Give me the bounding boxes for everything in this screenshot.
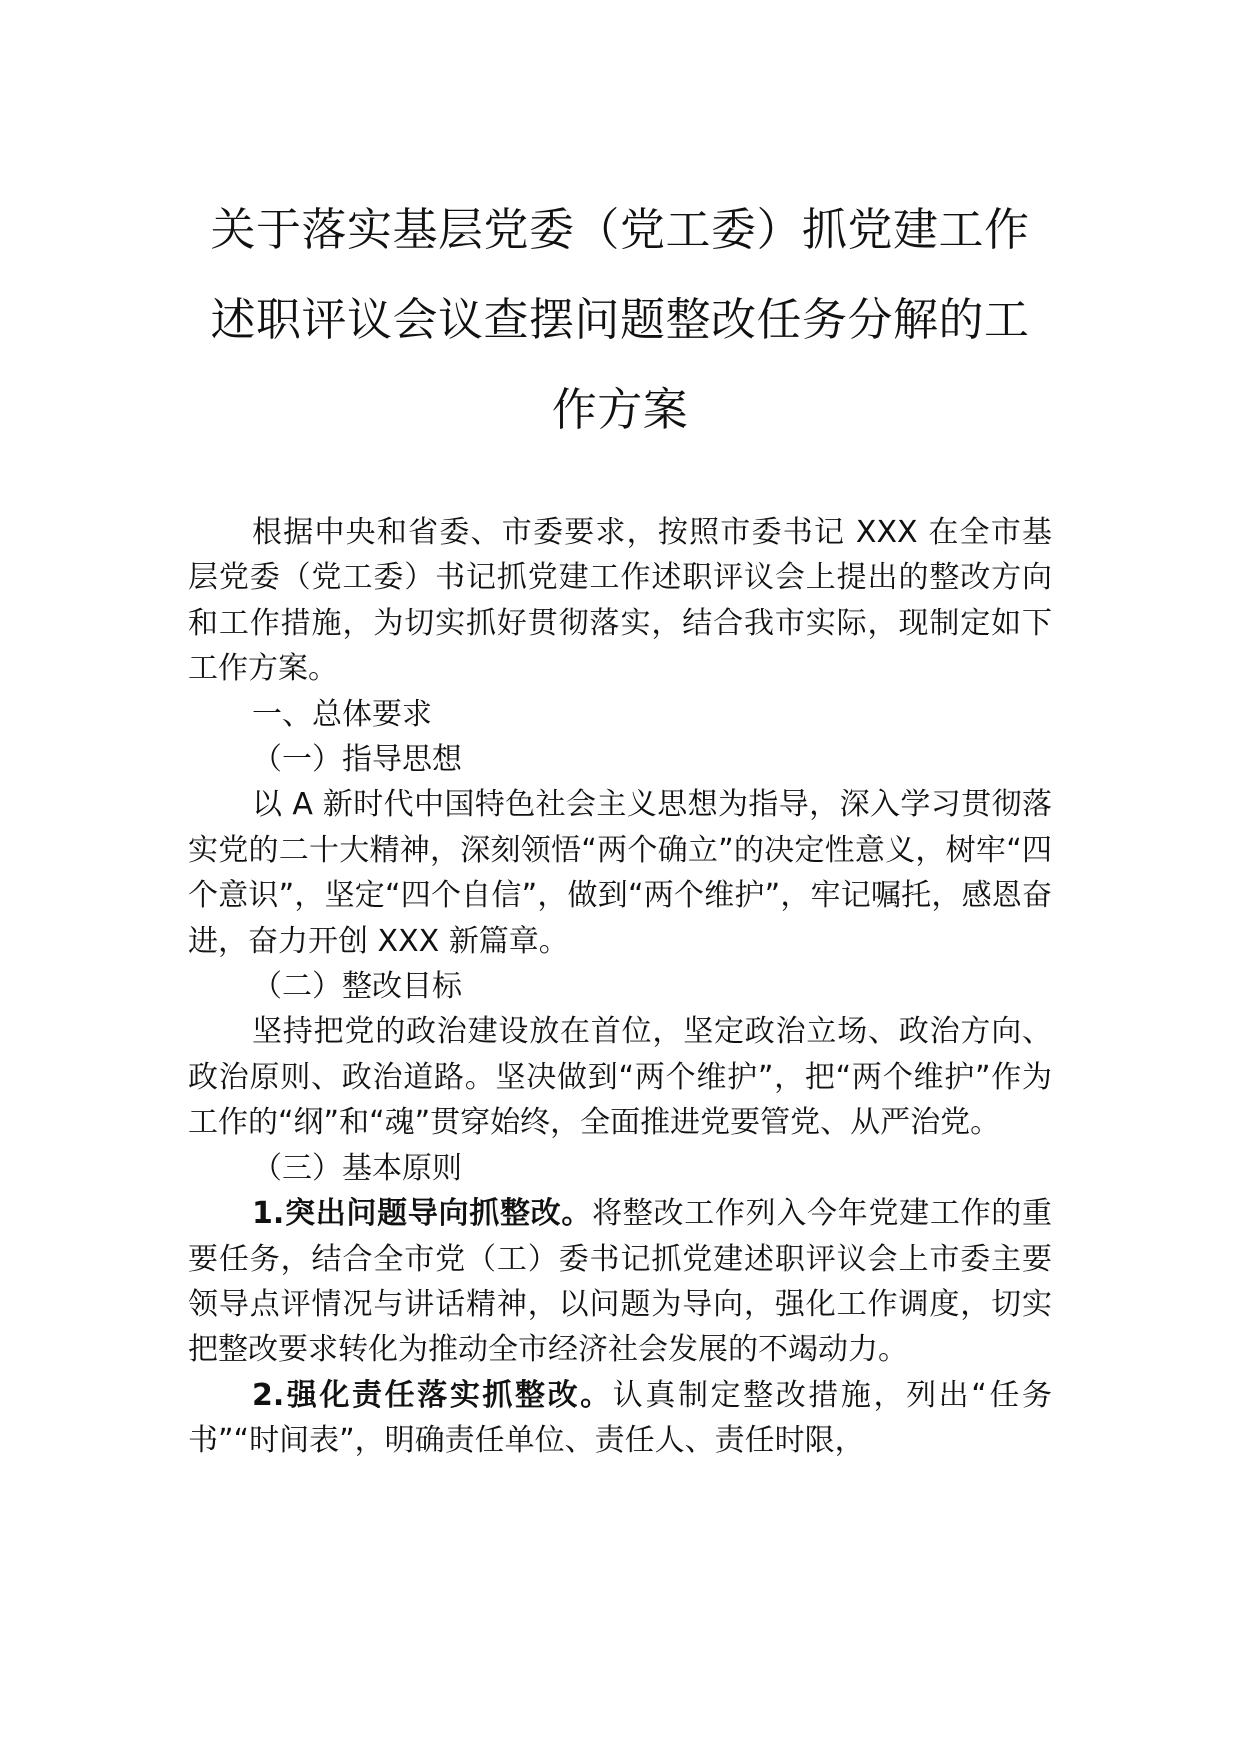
principle-2-lead: 2.强化责任落实抓整改。 [252,1377,613,1413]
subsection-2-paragraph: 坚持把党的政治建设放在首位，坚定政治立场、政治方向、政治原则、政治道路。坚决做到“两个维护”，把“两个维护”作为工作的“纲”和“魂”贯穿始终，全面推进党要管党、从严治党。 [188,1014,1052,1141]
document-body [188,510,1052,1464]
document-title [150,185,1090,455]
subsection-1-heading: （一）指导思想 [252,742,462,778]
principle-1-text: 将整改工作列入今年党建工作的重要任务，结合全市党（工）委书记抓党建述职评议会上市委主要领导点评情况与讲话精神，以问题为导向，强化工作调度，切实把整改要求转化为推动全市经济社会发展的不竭动力。 [188,1196,1053,1368]
subsection-1-paragraph: 以 A 新时代中国特色社会主义思想为指导，深入学习贯彻落实党的二十大精神，深刻领悟“两个确立”的决定性意义，树牢“四个意识”，坚定“四个自信”，做到“两个维护”，牢记嘱托，感恩奋进，奋力开创 XXX 新篇章。 [188,787,1052,959]
title-line-2: 述职评议会议查摆问题整改任务分解的工 [210,293,1030,346]
subsection-2-heading: （二）整改目标 [252,969,462,1005]
title-line-3: 作方案 [551,383,689,436]
principle-1-paragraph [188,1191,1052,1373]
title-line-1: 关于落实基层党委（党工委）抓党建工作 [210,203,1030,256]
principle-1-lead: 1.突出问题导向抓整改。 [252,1196,593,1232]
intro-paragraph: 根据中央和省委、市委要求，按照市委书记 XXX 在全市基层党委（党工委）书记抓党建工作述职评议会上提出的整改方向和工作措施，为切实抓好贯彻落实，结合我市实际，现制定如下工作方案。 [188,515,1052,687]
principle-2-text: 认真制定整改措施，列出“任务书”“时间表”，明确责任单位、责任人、责任时限， [188,1377,1052,1459]
subsection-3-heading: （三）基本原则 [252,1150,462,1186]
principle-2-paragraph [188,1373,1052,1464]
section-1-heading: 一、总体要求 [252,696,432,732]
